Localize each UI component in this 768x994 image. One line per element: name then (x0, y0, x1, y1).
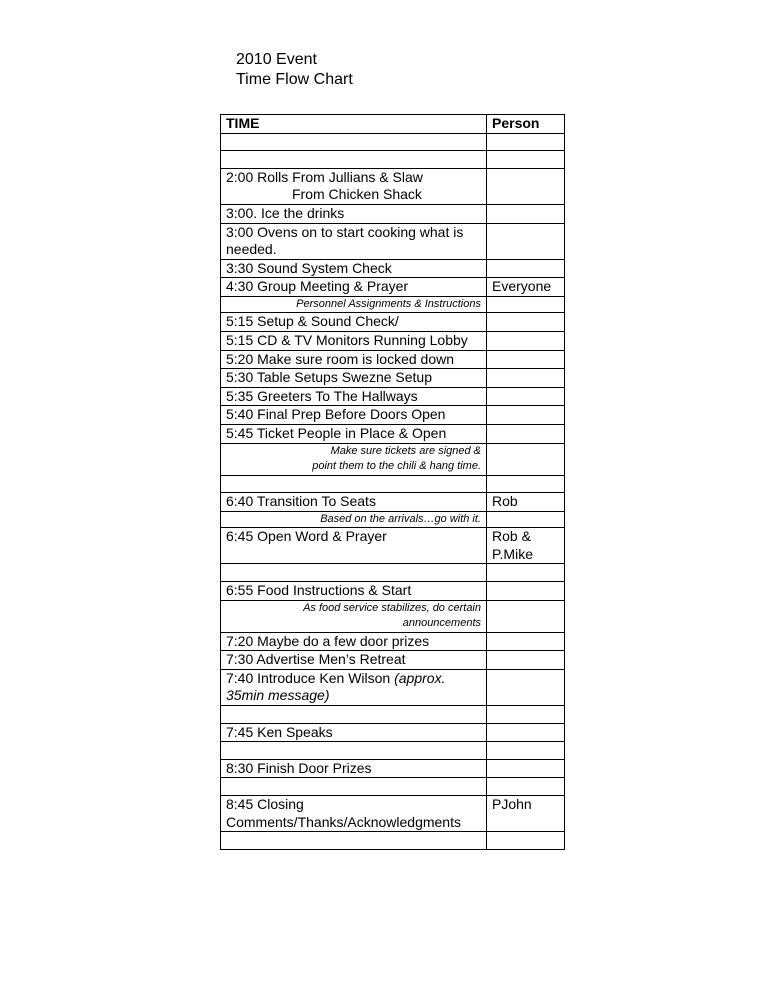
person-cell (487, 600, 565, 632)
time-cell (221, 313, 487, 332)
person-cell (487, 564, 565, 582)
table-row (221, 278, 565, 297)
person-cell (487, 406, 565, 425)
person-cell (487, 296, 565, 313)
table-row (221, 425, 565, 444)
person-cell: Rob & P.Mike (487, 528, 565, 564)
time-text: 3:00 Ovens on to start cooking what is needed. (226, 223, 464, 258)
time-cell (221, 742, 487, 760)
person-cell (487, 313, 565, 332)
time-text: 5:45 Ticket People in Place & Open (226, 425, 447, 441)
person-cell (487, 133, 565, 151)
person-cell (487, 168, 565, 204)
time-text: 7:40 Introduce Ken Wilson (226, 669, 395, 686)
table-row (221, 296, 565, 313)
time-note-italic: (approx. 35min message) (226, 669, 446, 704)
time-cell (221, 425, 487, 444)
note-text: Based on the arrivals…go with it. (320, 512, 481, 525)
time-text: From Chicken Shack (292, 186, 422, 203)
time-cell (221, 796, 487, 832)
time-cell (221, 204, 487, 223)
table-row (221, 443, 565, 475)
table-row (221, 259, 565, 278)
table-row (221, 759, 565, 778)
time-text: 5:20 Make sure room is locked down (226, 350, 454, 367)
person-cell (487, 511, 565, 528)
table-row (221, 564, 565, 582)
person-cell (487, 651, 565, 670)
header-time: TIME (221, 115, 487, 134)
table-row (221, 651, 565, 670)
time-cell (221, 350, 487, 369)
table-row (221, 723, 565, 742)
time-cell (221, 223, 487, 259)
person-cell: Rob (487, 493, 565, 512)
time-cell (221, 475, 487, 493)
person-cell (487, 669, 565, 705)
person-cell (487, 350, 565, 369)
table-row (221, 832, 565, 850)
time-cell (221, 632, 487, 651)
person-cell (487, 387, 565, 406)
table-row (221, 528, 565, 564)
time-cell (221, 296, 487, 313)
time-text: 5:15 CD & TV Monitors Running Lobby (226, 332, 468, 349)
person-cell: Everyone (487, 278, 565, 297)
time-text: 5:35 Greeters To The Hallways (226, 387, 418, 404)
table-header-row (221, 115, 565, 134)
time-cell (221, 133, 487, 151)
title-line-1: 2010 Event (236, 51, 317, 68)
person-cell: PJohn (487, 796, 565, 832)
table-row (221, 332, 565, 351)
table-row (221, 350, 565, 369)
time-text: 5:15 Setup & Sound Check/ (226, 313, 399, 330)
time-cell (221, 168, 487, 204)
person-cell (487, 332, 565, 351)
time-text: 2:00 Rolls From Jullians & Slaw (226, 168, 423, 185)
note-text: Personnel Assignments & Instructions (296, 297, 481, 310)
time-cell (221, 151, 487, 169)
note-text: point them to the chili & hang time. (312, 460, 481, 473)
time-text: 6:40 Transition To Seats (226, 493, 376, 510)
time-text: 8:30 Finish Door Prizes (226, 759, 372, 776)
time-cell (221, 511, 487, 528)
time-text: 7:30 Advertise Men’s Retreat (226, 651, 406, 668)
time-cell (221, 706, 487, 724)
time-cell (221, 832, 487, 850)
person-cell (487, 759, 565, 778)
time-cell (221, 369, 487, 388)
time-cell (221, 778, 487, 796)
person-cell (487, 632, 565, 651)
time-cell (221, 669, 487, 705)
time-cell (221, 493, 487, 512)
time-flow-table (220, 114, 565, 850)
table-row (221, 600, 565, 632)
person-cell (487, 475, 565, 493)
table-row (221, 387, 565, 406)
person-cell (487, 259, 565, 278)
table-row (221, 406, 565, 425)
table-row (221, 168, 565, 204)
table-row (221, 796, 565, 832)
title-line-2: Time Flow Chart (236, 71, 353, 88)
time-cell (221, 582, 487, 601)
table-row (221, 133, 565, 151)
time-text: 7:20 Maybe do a few door prizes (226, 632, 430, 649)
time-cell (221, 387, 487, 406)
table-row (221, 493, 565, 512)
person-cell (487, 443, 565, 475)
time-cell (221, 278, 487, 297)
table-row (221, 313, 565, 332)
time-text: 8:45 Closing Comments/Thanks/Acknowledgments (226, 796, 461, 830)
person-cell (487, 778, 565, 796)
table-row (221, 204, 565, 223)
table-body (221, 133, 565, 849)
person-cell (487, 582, 565, 601)
person-cell (487, 204, 565, 223)
time-text: 5:40 Final Prep Before Doors Open (226, 406, 446, 423)
person-cell (487, 425, 565, 444)
table-row (221, 475, 565, 493)
table-row (221, 778, 565, 796)
document-title (236, 50, 353, 90)
table-row (221, 742, 565, 760)
time-text: 6:55 Food Instructions & Start (226, 582, 412, 599)
time-text: 3:30 Sound System Check (226, 259, 392, 276)
table-row (221, 511, 565, 528)
person-cell (487, 223, 565, 259)
time-cell (221, 651, 487, 670)
person-cell (487, 723, 565, 742)
table-row (221, 669, 565, 705)
note-text: announcements (402, 617, 481, 630)
time-cell (221, 332, 487, 351)
time-text: 7:45 Ken Speaks (226, 723, 333, 740)
table-row (221, 632, 565, 651)
time-cell (221, 406, 487, 425)
person-cell (487, 742, 565, 760)
time-text: 4:30 Group Meeting & Prayer (226, 278, 409, 295)
time-cell (221, 528, 487, 564)
table-row (221, 151, 565, 169)
table-row (221, 706, 565, 724)
table-row (221, 582, 565, 601)
header-person: Person (487, 115, 565, 134)
time-text: 3:00. Ice the drinks (226, 204, 345, 221)
time-text: 5:30 Table Setups Swezne Setup (226, 369, 433, 386)
note-text: As food service stabilizes, do certain (303, 601, 481, 614)
time-text: 6:45 Open Word & Prayer (226, 528, 387, 545)
time-cell (221, 723, 487, 742)
time-cell (221, 259, 487, 278)
time-cell (221, 443, 487, 475)
table-row (221, 223, 565, 259)
person-cell (487, 369, 565, 388)
table-row (221, 369, 565, 388)
time-cell (221, 600, 487, 632)
person-cell (487, 832, 565, 850)
person-cell (487, 706, 565, 724)
person-cell (487, 151, 565, 169)
time-cell (221, 564, 487, 582)
time-cell (221, 759, 487, 778)
note-text: Make sure tickets are signed & (330, 444, 481, 457)
